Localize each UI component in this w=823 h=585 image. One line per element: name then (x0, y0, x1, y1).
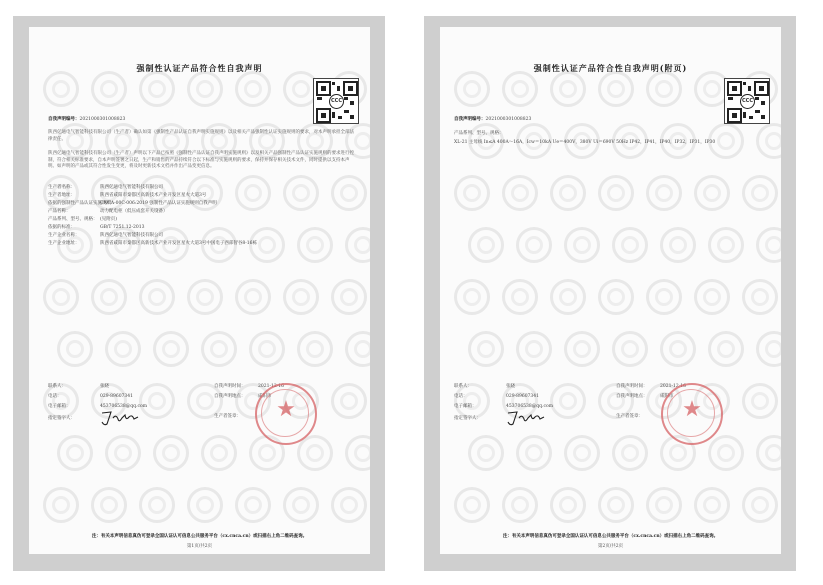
field-factory-name: 生产企业名称： 陕西亿通电气智能科技有限公司 (48, 233, 163, 238)
product-spec-value: XL-21 主母线 In≤A 400A～16A，Icw＝10kA Ue＝400V，380V Ui＝690V 50Hz IP42，IP41，IP40，IP32，IP31，IP30 (454, 140, 716, 145)
confirmation-paragraph: 陕西亿通电气智能科技有限公司（生产者）确认如第《强制性产品认证自我声明实施规则》以及相关产品强制性认证实施规则的要求，对本声明承担全部法律责任。 (48, 130, 354, 142)
watermark-logo-icon (550, 383, 586, 419)
watermark-logo-icon (742, 279, 778, 315)
watermark-logo-icon (502, 71, 538, 107)
watermark-logo-icon (297, 331, 333, 367)
watermark-logo-icon (564, 435, 600, 471)
verification-note: 注：有关本声明信息真伪可登录全国认证认可信息公共服务平台（cx.cnca.cn）或扫描右上角二维码查询。 (91, 534, 308, 539)
company-seal-stamp: ★ (661, 383, 723, 445)
watermark-logo-icon (550, 71, 586, 107)
handwritten-signature (505, 409, 547, 427)
watermark-logo-icon (43, 71, 79, 107)
watermark-logo-icon (235, 175, 271, 211)
product-spec-label: 产品系列、型号、规格： (454, 131, 504, 136)
contact-email: 电子邮箱： 453706538@qq.com (48, 404, 147, 409)
field-manufacturer-address: 生产者地址： 陕西省咸阳市秦都区高新技术产业开发区星火大道3号 (48, 193, 207, 198)
declaration-place: 自我声明地点： 咸阳市 (616, 394, 674, 399)
watermark-logo-icon (345, 435, 370, 471)
watermark-logo-icon (331, 383, 367, 419)
page-title: 强制性认证产品符合性自我声明 (136, 63, 263, 73)
watermark-logo-icon (91, 487, 127, 523)
declaration-number: 自我声明编号：2021000301008823 (48, 117, 126, 122)
watermark-logo-icon (201, 435, 237, 471)
watermark-logo-icon (57, 435, 93, 471)
ccc-logo: CCC (740, 94, 755, 109)
watermark-logo-icon (660, 227, 696, 263)
field-product-model: 产品系列、型号、规格： (见附页) (48, 217, 118, 222)
watermark-logo-icon (756, 331, 781, 367)
designated-signer-label: 指定签字人： (454, 416, 481, 421)
watermark-logo-icon (153, 435, 189, 471)
watermark-logo-icon (694, 487, 730, 523)
watermark-logo-icon (756, 227, 781, 263)
watermark-logo-icon (708, 227, 744, 263)
watermark-logo-icon (187, 487, 223, 523)
watermark-logo-icon (468, 435, 504, 471)
page-1-frame (13, 16, 385, 571)
watermark-logo-icon (516, 227, 552, 263)
watermark-logo-icon (91, 279, 127, 315)
watermark-logo-icon (502, 175, 538, 211)
watermark-logo-icon (598, 279, 634, 315)
watermark-logo-icon (187, 279, 223, 315)
watermark-logo-icon (139, 71, 175, 107)
declaration-date: 自我声明时间： 2021-12-16 (214, 384, 284, 389)
watermark-logo-icon (694, 175, 730, 211)
declaration-place: 自我声明地点： 咸阳市 (214, 394, 272, 399)
watermark-logo-icon (598, 71, 634, 107)
watermark-logo-icon (612, 227, 648, 263)
watermark-logo-icon (345, 227, 370, 263)
watermark-logo-icon (331, 175, 367, 211)
field-manufacturer-name: 生产者名称： 陕西亿通电气智能科技有限公司 (48, 185, 163, 190)
watermark-logo-icon (249, 331, 285, 367)
contact-email: 电子邮箱： 453706538@qq.com (454, 404, 553, 409)
watermark-logo-icon (612, 435, 648, 471)
declaration-paragraph: 陕西亿通电气智能科技有限公司（生产者）声明以下产品已按照《强制性产品认证自我声明实施规则》以及相关产品强制性产品认证实施规则的要求进行控制，符合相关标准要求，自本声明签署之日起，生产和销售的产品持续符合以下标准与实施规则的要求，保持并保存相关技术文件，同时提供以支持本声明。如声明的产品或其符合性发生变更，将及时更新技术文档并作出产品变更信息。 (48, 151, 354, 169)
watermark-logo-icon (139, 383, 175, 419)
company-seal-stamp: ★ (255, 383, 317, 445)
watermark-logo-icon (502, 487, 538, 523)
watermark-logo-icon (454, 175, 490, 211)
designated-signer-label: 指定签字人： (48, 416, 75, 421)
watermark-logo-icon (708, 331, 744, 367)
field-implementation-rules: 依据的强制性产品认证实施规则：CNCA-00C-006:2019 强制性产品认证实施规则自我声明 (48, 201, 217, 206)
watermark-logo-icon (283, 279, 319, 315)
watermark-logo-icon (454, 71, 490, 107)
watermark-logo-icon (187, 71, 223, 107)
watermark-logo-icon (756, 123, 781, 159)
watermark-logo-icon (694, 279, 730, 315)
page-2-frame (424, 16, 796, 571)
watermark-logo-icon (345, 331, 370, 367)
contact-phone: 电话： 029-89607341 (454, 394, 540, 399)
watermark-logo-icon (297, 435, 333, 471)
page-2 (440, 27, 781, 554)
watermark-logo-icon (756, 435, 781, 471)
watermark-logo-icon (550, 279, 586, 315)
watermark-logo-icon (646, 175, 682, 211)
watermark-logo-icon (612, 331, 648, 367)
watermark-logo-icon (646, 487, 682, 523)
declaration-number: 自我声明编号：2021000301008823 (454, 117, 532, 122)
qr-code-icon[interactable] (313, 78, 359, 124)
page-1 (29, 27, 370, 554)
qr-code-icon[interactable] (724, 78, 770, 124)
verification-note: 注：有关本声明信息真伪可登录全国认证认可信息公共服务平台（cx.cnca.cn）或扫描右上角二维码查询。 (502, 534, 719, 539)
watermark-logo-icon (598, 175, 634, 211)
field-factory-address: 生产企业地址： 陕西省咸阳市秦都区高新技术产业开发区星火大道3号中国电子西部智谷8-16栋 (48, 241, 257, 246)
watermark-logo-icon (550, 175, 586, 211)
watermark-logo-icon (502, 279, 538, 315)
watermark-logo-icon (331, 487, 367, 523)
watermark-logo-icon (153, 331, 189, 367)
watermark-logo-icon (742, 487, 778, 523)
watermark-logo-icon (454, 487, 490, 523)
watermark-logo-icon (708, 435, 744, 471)
ccc-logo: CCC (329, 94, 344, 109)
declaration-date: 自我声明时间： 2021-12-16 (616, 384, 686, 389)
watermark-logo-icon (235, 487, 271, 523)
watermark-logo-icon (516, 435, 552, 471)
watermark-logo-icon (550, 487, 586, 523)
watermark-logo-icon (468, 331, 504, 367)
watermark-logo-icon (139, 487, 175, 523)
watermark-logo-icon (646, 71, 682, 107)
watermark-logo-icon (235, 71, 271, 107)
watermark-logo-icon (283, 487, 319, 523)
field-product-name: 产品名称： 动力配电柜（低压成套开关设备） (48, 209, 168, 214)
watermark-logo-icon (564, 227, 600, 263)
watermark-logo-icon (283, 175, 319, 211)
contact-person: 联系人： 张晓 (454, 384, 515, 389)
contact-phone: 电话： 029-89607341 (48, 394, 134, 399)
watermark-logo-icon (516, 331, 552, 367)
watermark-logo-icon (646, 279, 682, 315)
watermark-logo-icon (598, 487, 634, 523)
page-number: 第1页/共2页 (186, 544, 213, 549)
watermark-logo-icon (201, 331, 237, 367)
handwritten-signature (99, 409, 141, 427)
watermark-logo-icon (468, 227, 504, 263)
watermark-logo-icon (235, 279, 271, 315)
watermark-logo-icon (297, 227, 333, 263)
watermark-logo-icon (43, 487, 79, 523)
watermark-logo-icon (742, 175, 778, 211)
field-standard: 依据的标准： GB/T 7251.12-2013 (48, 225, 145, 230)
page-number: 第2页/共2页 (597, 544, 624, 549)
watermark-logo-icon (742, 383, 778, 419)
contact-person: 联系人： 张晓 (48, 384, 109, 389)
manufacturer-seal-label: 生产者签章： (214, 414, 241, 419)
watermark-logo-icon (139, 279, 175, 315)
watermark-logo-icon (564, 331, 600, 367)
watermark-logo-icon (43, 279, 79, 315)
page-title: 强制性认证产品符合性自我声明(附页) (533, 63, 688, 73)
watermark-logo-icon (331, 279, 367, 315)
manufacturer-seal-label: 生产者签章： (616, 414, 643, 419)
watermark-logo-icon (660, 331, 696, 367)
watermark-logo-icon (57, 331, 93, 367)
watermark-logo-icon (105, 435, 141, 471)
watermark-logo-icon (91, 71, 127, 107)
watermark-logo-icon (454, 279, 490, 315)
watermark-logo-icon (105, 331, 141, 367)
